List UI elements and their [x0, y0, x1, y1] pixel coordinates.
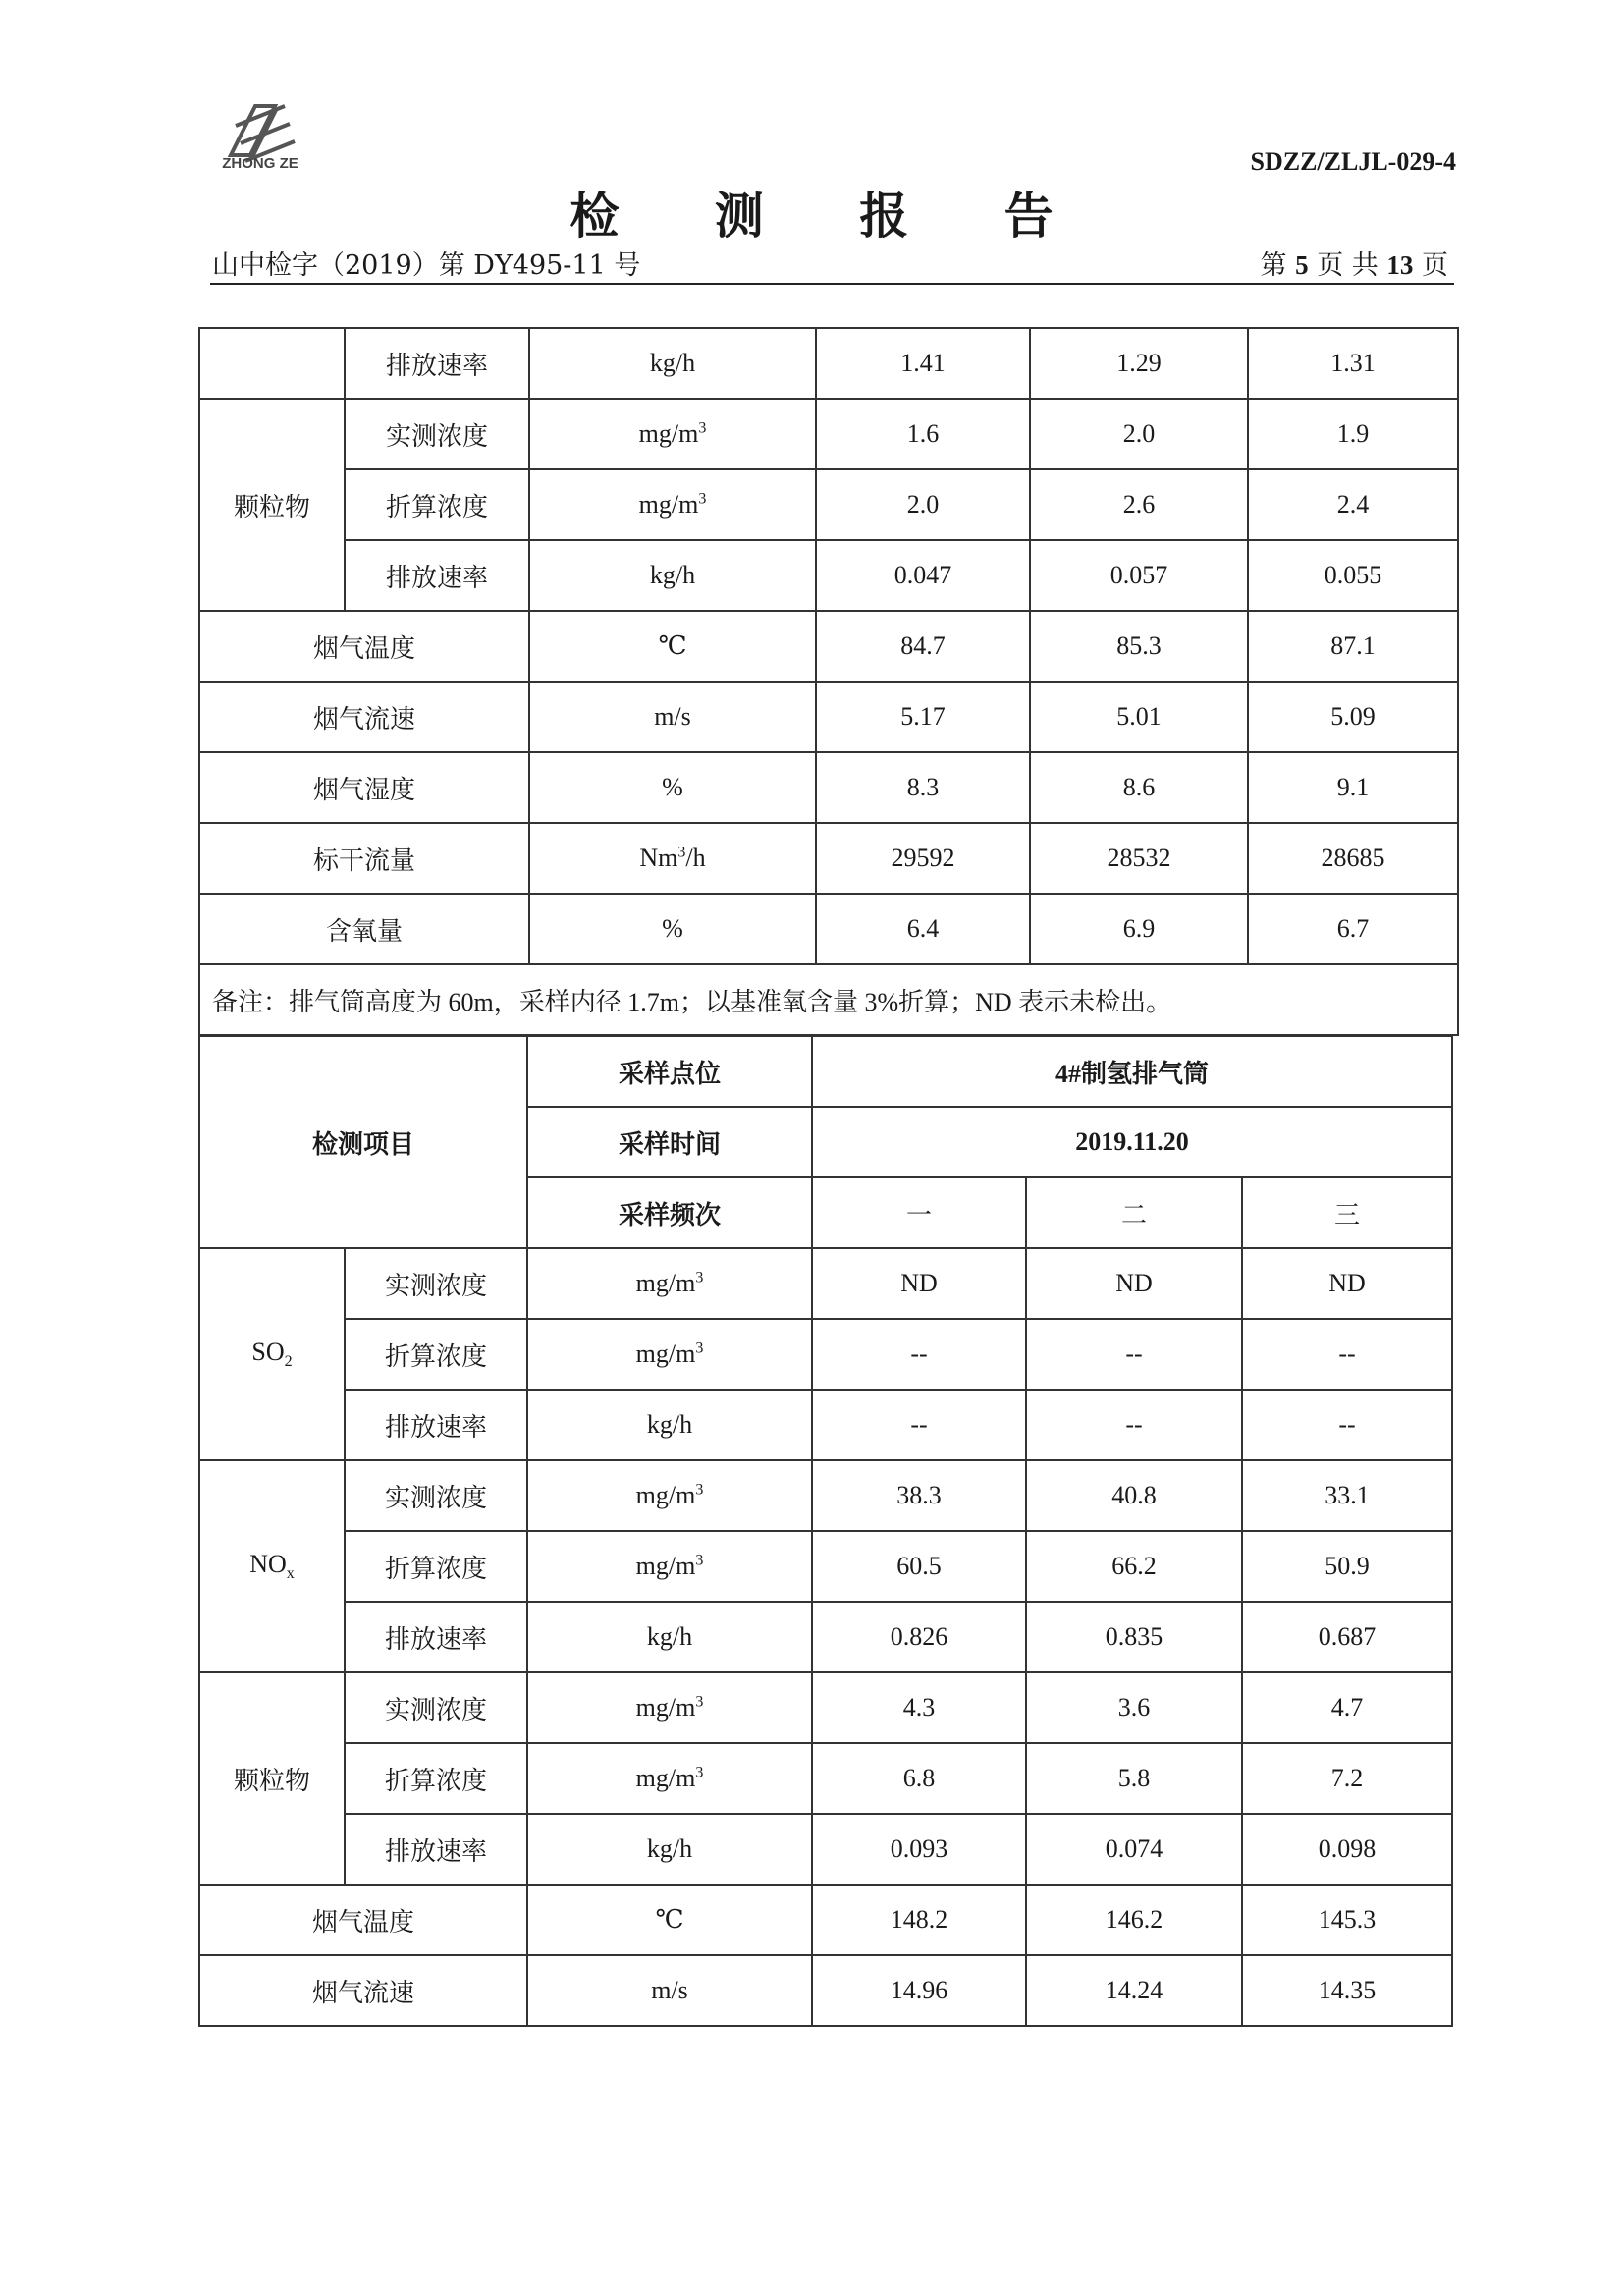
value-cell: ND	[812, 1248, 1026, 1319]
table-row	[199, 682, 1458, 752]
remark-row	[199, 964, 1458, 1035]
value-cell: 6.7	[1248, 894, 1458, 964]
value-cell: --	[812, 1390, 1026, 1460]
item-cell: 烟气温度	[199, 611, 529, 682]
value-cell: 3.6	[1026, 1672, 1242, 1743]
value-cell: 7.2	[1242, 1743, 1452, 1814]
table-row	[199, 1814, 1452, 1885]
table-row	[199, 1955, 1452, 2026]
unit-cell: kg/h	[529, 540, 816, 611]
value-cell: 0.687	[1242, 1602, 1452, 1672]
table-row	[199, 469, 1458, 540]
page-label-a: 第	[1260, 250, 1287, 281]
item-cell: 实测浓度	[345, 1460, 527, 1531]
value-cell: --	[1242, 1319, 1452, 1390]
value-cell: 0.826	[812, 1602, 1026, 1672]
group-base: NO	[249, 1549, 287, 1578]
page-current: 5	[1295, 250, 1309, 280]
unit-base: mg/m	[635, 1481, 696, 1509]
page-title: 检 测 报 告	[569, 187, 1093, 245]
freq-2: 二	[1026, 1177, 1242, 1248]
table-row	[199, 894, 1458, 964]
group-cell-nox	[199, 1460, 345, 1672]
value-cell: 14.96	[812, 1955, 1026, 2026]
group-cell-empty	[199, 328, 345, 399]
unit-base: Nm	[639, 844, 678, 872]
item-cell: 烟气流速	[199, 1955, 527, 2026]
unit-cell	[527, 1531, 812, 1602]
value-cell: 145.3	[1242, 1885, 1452, 1955]
value-cell: 14.35	[1242, 1955, 1452, 2026]
table-row	[199, 1390, 1452, 1460]
unit-base: mg/m	[635, 1552, 696, 1580]
value-cell: 0.835	[1026, 1602, 1242, 1672]
unit-cell: kg/h	[527, 1390, 812, 1460]
value-cell: 0.057	[1030, 540, 1248, 611]
table-row	[199, 1743, 1452, 1814]
value-cell: 1.41	[816, 328, 1030, 399]
unit-cell	[529, 823, 816, 894]
item-cell: 排放速率	[345, 1602, 527, 1672]
page-label-b: 页 共	[1317, 250, 1379, 281]
time-value: 2019.11.20	[812, 1107, 1452, 1177]
value-cell: 60.5	[812, 1531, 1026, 1602]
unit-base: mg/m	[635, 1339, 696, 1368]
value-cell: 2.0	[1030, 399, 1248, 469]
table-row	[199, 1602, 1452, 1672]
unit-sup: 3	[677, 844, 686, 861]
table-row	[199, 1460, 1452, 1531]
group-cell: 颗粒物	[199, 399, 345, 611]
value-cell: 148.2	[812, 1885, 1026, 1955]
table-row	[199, 1531, 1452, 1602]
unit-base: mg/m	[638, 419, 699, 448]
results-table-4h2-stack	[198, 1035, 1453, 2027]
item-cell: 折算浓度	[345, 1743, 527, 1814]
unit-cell: kg/h	[527, 1602, 812, 1672]
results-table-continued	[198, 327, 1459, 1036]
unit-cell: ℃	[529, 611, 816, 682]
page-label-c: 页	[1422, 250, 1448, 281]
table-row	[199, 1036, 1452, 1107]
value-cell: ND	[1026, 1248, 1242, 1319]
unit-sup: 3	[695, 1269, 704, 1286]
value-cell: 4.7	[1242, 1672, 1452, 1743]
document-code: SDZZ/ZLJL-029-4	[1250, 147, 1456, 176]
table-row	[199, 540, 1458, 611]
table-row	[199, 1885, 1452, 1955]
value-cell: 2.4	[1248, 469, 1458, 540]
unit-sup: 3	[698, 490, 707, 508]
value-cell: 0.093	[812, 1814, 1026, 1885]
unit-cell	[527, 1672, 812, 1743]
report-number: 山中检字（2019）第 DY495-11 号	[212, 250, 641, 281]
item-cell: 实测浓度	[345, 1248, 527, 1319]
value-cell: 6.4	[816, 894, 1030, 964]
value-cell: 1.6	[816, 399, 1030, 469]
item-cell: 折算浓度	[345, 1319, 527, 1390]
unit-cell	[529, 399, 816, 469]
value-cell: 38.3	[812, 1460, 1026, 1531]
item-cell: 实测浓度	[345, 1672, 527, 1743]
value-cell: 14.24	[1026, 1955, 1242, 2026]
value-cell: 6.9	[1030, 894, 1248, 964]
table-row	[199, 1672, 1452, 1743]
value-cell: 0.098	[1242, 1814, 1452, 1885]
value-cell: 5.17	[816, 682, 1030, 752]
value-cell: 9.1	[1248, 752, 1458, 823]
item-cell: 烟气流速	[199, 682, 529, 752]
value-cell: 1.31	[1248, 328, 1458, 399]
unit-sup: 3	[698, 419, 707, 437]
value-cell: 146.2	[1026, 1885, 1242, 1955]
item-header: 检测项目	[199, 1036, 527, 1248]
value-cell: 33.1	[1242, 1460, 1452, 1531]
header-divider	[210, 283, 1454, 285]
unit-cell	[527, 1743, 812, 1814]
item-cell: 含氧量	[199, 894, 529, 964]
value-cell: 5.8	[1026, 1743, 1242, 1814]
unit-cell: m/s	[529, 682, 816, 752]
value-cell: 2.6	[1030, 469, 1248, 540]
value-cell: --	[1242, 1390, 1452, 1460]
point-value: 4#制氢排气筒	[812, 1036, 1452, 1107]
value-cell: 28685	[1248, 823, 1458, 894]
table-row	[199, 399, 1458, 469]
value-cell: 40.8	[1026, 1460, 1242, 1531]
value-cell: 84.7	[816, 611, 1030, 682]
item-cell: 排放速率	[345, 1390, 527, 1460]
unit-cell: %	[529, 894, 816, 964]
value-cell: 0.055	[1248, 540, 1458, 611]
unit-base: mg/m	[635, 1693, 696, 1722]
value-cell: --	[812, 1319, 1026, 1390]
freq-3: 三	[1242, 1177, 1452, 1248]
unit-cell	[527, 1460, 812, 1531]
item-cell: 折算浓度	[345, 1531, 527, 1602]
unit-sup: 3	[695, 1693, 704, 1711]
value-cell: 0.047	[816, 540, 1030, 611]
value-cell: --	[1026, 1390, 1242, 1460]
group-sub: x	[286, 1565, 295, 1583]
group-base: SO	[251, 1337, 285, 1366]
value-cell: 5.09	[1248, 682, 1458, 752]
item-cell: 排放速率	[345, 540, 529, 611]
unit-sup: 3	[695, 1764, 704, 1781]
unit-cell	[527, 1248, 812, 1319]
value-cell: --	[1026, 1319, 1242, 1390]
value-cell: 0.074	[1026, 1814, 1242, 1885]
table-row	[199, 823, 1458, 894]
group-cell-so2	[199, 1248, 345, 1460]
freq-1: 一	[812, 1177, 1026, 1248]
unit-cell: %	[529, 752, 816, 823]
unit-cell: kg/h	[527, 1814, 812, 1885]
freq-label: 采样频次	[527, 1177, 812, 1248]
unit-sup: 3	[695, 1552, 704, 1569]
value-cell: 29592	[816, 823, 1030, 894]
value-cell: 2.0	[816, 469, 1030, 540]
table-row	[199, 752, 1458, 823]
unit-cell: ℃	[527, 1885, 812, 1955]
unit-sup: 3	[695, 1339, 704, 1357]
item-cell: 标干流量	[199, 823, 529, 894]
page-total: 13	[1386, 250, 1414, 280]
value-cell: 28532	[1030, 823, 1248, 894]
logo-text: ZHONG ZE	[222, 155, 298, 172]
table-row	[199, 328, 1458, 399]
table-row	[199, 611, 1458, 682]
point-label: 采样点位	[527, 1036, 812, 1107]
group-cell: 颗粒物	[199, 1672, 345, 1885]
table-row	[199, 1248, 1452, 1319]
value-cell: 8.3	[816, 752, 1030, 823]
unit-sup: 3	[695, 1481, 704, 1499]
item-cell: 排放速率	[345, 328, 529, 399]
time-label: 采样时间	[527, 1107, 812, 1177]
value-cell: 6.8	[812, 1743, 1026, 1814]
value-cell: 66.2	[1026, 1531, 1242, 1602]
page-indicator	[1261, 244, 1448, 282]
unit-cell	[527, 1319, 812, 1390]
unit-base: mg/m	[638, 490, 699, 519]
item-cell: 实测浓度	[345, 399, 529, 469]
value-cell: 50.9	[1242, 1531, 1452, 1602]
unit-tail: /h	[685, 844, 706, 872]
value-cell: ND	[1242, 1248, 1452, 1319]
unit-base: mg/m	[635, 1764, 696, 1792]
unit-cell: kg/h	[529, 328, 816, 399]
remark-cell: 备注：排气筒高度为 60m，采样内径 1.7m；以基准氧含量 3%折算；ND 表示未检出。	[199, 964, 1458, 1035]
value-cell: 5.01	[1030, 682, 1248, 752]
item-cell: 折算浓度	[345, 469, 529, 540]
table-row	[199, 1319, 1452, 1390]
group-sub: 2	[284, 1353, 293, 1371]
value-cell: 1.29	[1030, 328, 1248, 399]
item-cell: 排放速率	[345, 1814, 527, 1885]
unit-cell	[529, 469, 816, 540]
value-cell: 8.6	[1030, 752, 1248, 823]
value-cell: 4.3	[812, 1672, 1026, 1743]
value-cell: 85.3	[1030, 611, 1248, 682]
item-cell: 烟气温度	[199, 1885, 527, 1955]
value-cell: 87.1	[1248, 611, 1458, 682]
unit-base: mg/m	[635, 1269, 696, 1297]
item-cell: 烟气湿度	[199, 752, 529, 823]
value-cell: 1.9	[1248, 399, 1458, 469]
unit-cell: m/s	[527, 1955, 812, 2026]
